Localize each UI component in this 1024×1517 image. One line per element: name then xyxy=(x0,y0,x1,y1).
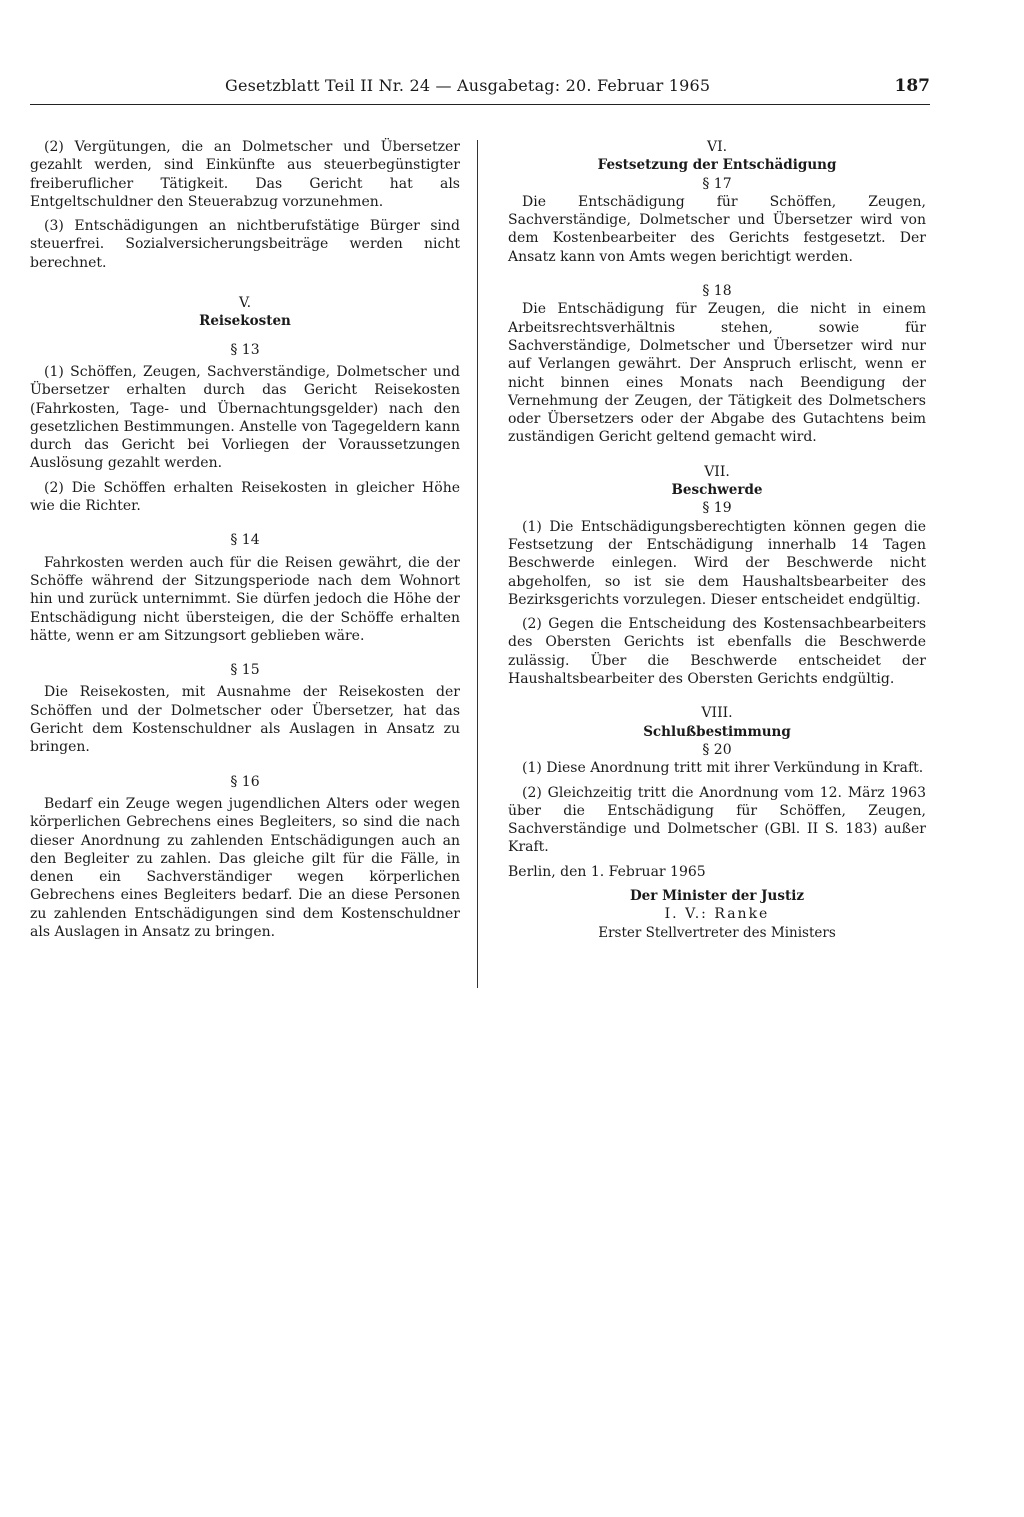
right-column xyxy=(508,138,926,942)
paragraph: Die Entschädigung für Schöffen, Zeugen, Sachverständige, Dolmetscher und Übersetzer wird von dem Kostenbearbeiter des Gerichts festgesetzt. Der Ansatz kann von Amts wegen berichtigt werden. xyxy=(508,193,926,265)
paragraph: (3) Entschädigungen an nichtberufstätige Bürger sind steuerfrei. Sozialversicherungsbeiträge werden nicht berechnet. xyxy=(30,218,460,271)
gazette-header-title: Gesetzblatt Teil II Nr. 24 — Ausgabetag: 20. Februar 1965 xyxy=(225,76,711,95)
section-title: Reisekosten xyxy=(199,313,291,330)
left-column xyxy=(30,138,460,947)
column-divider xyxy=(477,140,478,988)
paragraph-sign: § 15 xyxy=(230,662,260,679)
section-title: Schlußbestimmung xyxy=(643,723,791,740)
signatory-name: I. V.: Ranke xyxy=(664,906,770,923)
paragraph-sign: § 18 xyxy=(702,283,732,300)
paragraph: (2) Gegen die Entscheidung des Kostensachbearbeiters des Obersten Gerichts ist ebenfalls die Beschwerde zulässig. Über die Beschwerde entscheidet der Haushaltsbearbeiter des Obersten Gerichts endgültig. xyxy=(508,616,926,688)
place-and-date: Berlin, den 1. Februar 1965 xyxy=(508,863,706,880)
header-divider xyxy=(30,104,930,105)
paragraph: (1) Schöffen, Zeugen, Sachverständige, Dolmetscher und Übersetzer erhalten durch das Gericht Reisekosten (Fahrkosten, Tage- und Übernachtungsgelder) nach den gesetzlichen Bestimmungen. Anstelle von Tagegeldern kann durch das Gericht bei Vorliegen der Voraussetzungen Auslösung gezahlt werden. xyxy=(30,363,460,472)
page-number: 187 xyxy=(894,76,930,96)
paragraph-sign: § 16 xyxy=(230,773,260,790)
paragraph: Bedarf ein Zeuge wegen jugendlichen Alters oder wegen körperlichen Gebrechens eines Begleiters, so sind die nach dieser Anordnung zu zahlenden Entschädigungen auch an den Begleiter zu zahlen. Das gleiche gilt für die Fälle, in denen ein Sachverständiger wegen körperlichen Gebrechens eines Begleiters bedarf. Die an diese Personen zu zahlenden Entschädigungen sind dem Kostenschuldner als Auslagen in Ansatz zu bringen. xyxy=(30,795,460,940)
paragraph-sign: § 13 xyxy=(230,341,260,358)
paragraph: Die Reisekosten, mit Ausnahme der Reisekosten der Schöffen und der Dolmetscher oder Übersetzer, hat das Gericht dem Kostenschuldner als Auslagen in Ansatz zu bringen. xyxy=(30,684,460,756)
paragraph: (2) Gleichzeitig tritt die Anordnung vom 12. März 1963 über die Entschädigung für Schöffen, Zeugen, Sachverständige und Dolmetscher (GBl. II S. 183) außer Kraft. xyxy=(508,784,926,856)
section-number: VII. xyxy=(704,463,730,480)
paragraph-sign: § 20 xyxy=(702,741,732,758)
section-title: Festsetzung der Entschädigung xyxy=(597,157,837,174)
section-title: Beschwerde xyxy=(671,482,763,499)
paragraph-sign: § 17 xyxy=(702,175,732,192)
section-number: VIII. xyxy=(701,705,733,722)
section-number: VI. xyxy=(706,139,728,155)
paragraph: Fahrkosten werden auch für die Reisen gewährt, die der Schöffe während der Sitzungsperiode nach dem Wohnort hin und zurück unternimmt. Sie dürfen jedoch die Höhe der Entschädigung nicht übersteigen, die der Schöffe erhalten hätte, wenn er am Sitzungsort geblieben wäre. xyxy=(30,554,460,644)
paragraph: (2) Vergütungen, die an Dolmetscher und Übersetzer gezahlt werden, sind Einkünfte aus steuerbegünstigter freiberuflicher Tätigkeit. Das Gericht hat als Entgeltschuldner den Steuerabzug vorzunehmen. xyxy=(30,139,460,210)
signatory-title: Der Minister der Justiz xyxy=(629,887,805,904)
signatory-role: Erster Stellvertreter des Ministers xyxy=(598,924,836,941)
paragraph: Die Entschädigung für Zeugen, die nicht in einem Arbeitsrechtsverhältnis stehen, sowie für Sachverständige, Dolmetscher und Übersetzer wird nur auf Verlangen gewährt. Der Anspruch erlischt, wenn er nicht binnen eines Monats nach Beendigung der Vernehmung der Zeugen, der Tätigkeit des Dolmetschers oder Übersetzers oder der Abgabe des Gutachtens beim zuständigen Gericht geltend gemacht wird. xyxy=(508,301,926,446)
paragraph-sign: § 19 xyxy=(702,500,732,517)
paragraph: (2) Die Schöffen erhalten Reisekosten in gleicher Höhe wie die Richter. xyxy=(30,479,460,515)
page-header xyxy=(30,76,930,102)
paragraph-sign: § 14 xyxy=(230,532,260,549)
section-number: V. xyxy=(238,295,252,312)
paragraph: (1) Die Entschädigungsberechtigten können gegen die Festsetzung der Entschädigung innerhalb 14 Tagen Beschwerde einlegen. Wird der Beschwerde nicht abgeholfen, so ist sie dem Haushaltsbearbeiter des Bezirksgerichts vorzulegen. Dieser entscheidet endgültig. xyxy=(508,518,926,608)
paragraph: (1) Diese Anordnung tritt mit ihrer Verkündung in Kraft. xyxy=(522,760,924,777)
